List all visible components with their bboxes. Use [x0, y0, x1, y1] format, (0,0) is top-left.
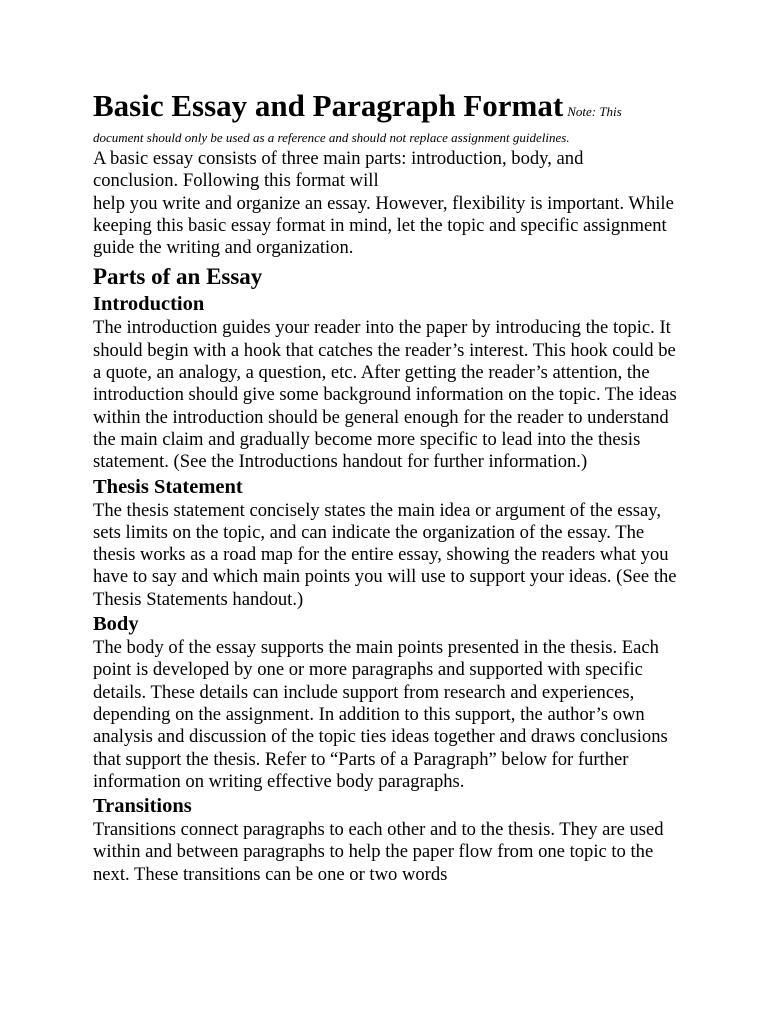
section-heading-parts: Parts of an Essay [93, 264, 263, 290]
note-end: document should only be used as a reference and should not replace assignment guidelines. [93, 130, 570, 145]
intro-paragraph-line2: help you write and organize an essay. However, flexibility is important. While keeping this basic essay format in mind, let the topic and specific assignment guide the writing and organization. [93, 192, 674, 259]
heading-body: Body [93, 613, 139, 636]
intro-paragraph-line1: A basic essay consists of three main parts: introduction, body, and conclusion. Following this format will [93, 148, 584, 192]
paragraph-body: The body of the essay supports the main points presented in the thesis. Each point is developed by one or more paragraphs and supported with specific details. These details can include support from research and experiences, depending on the assignment. In addition to this support, the author’s own analysis and discussion of the topic ties ideas together and draws conclusions that support the thesis. Refer to “Parts of a Paragraph” below for further information on writing effective body paragraphs. [93, 637, 668, 792]
note-start: Note: This [567, 104, 622, 119]
paragraph-thesis-statement: The thesis statement concisely states the main idea or argument of the essay, sets limits on the topic, and can indicate the organization of the essay. The thesis works as a road map for the entire essay, showing the readers what you have to say and which main points you will use to support your ideas. (See the Thesis Statements handout.) [93, 499, 677, 610]
heading-introduction: Introduction [93, 293, 205, 316]
document-title: Basic Essay and Paragraph Format [93, 88, 564, 123]
heading-thesis-statement: Thesis Statement [93, 475, 243, 498]
intro-paragraph [93, 148, 683, 259]
title-line [93, 88, 683, 130]
document-page [93, 88, 683, 886]
paragraph-transitions: Transitions connect paragraphs to each other and to the thesis. They are used within and between paragraphs to help the paper flow from one topic to the next. These transitions can be one or two words [93, 819, 664, 885]
paragraph-introduction: The introduction guides your reader into the paper by introducing the topic. It should begin with a hook that catches the reader’s interest. This hook could be a quote, an analogy, a question, etc. After getting the reader’s attention, the introduction should give some background information on the topic. The ideas within the introduction should be general enough for the reader to understand the main claim and gradually become more specific to lead into the thesis statement. (See the Introductions handout for further information.) [93, 317, 677, 473]
heading-transitions: Transitions [93, 795, 192, 818]
